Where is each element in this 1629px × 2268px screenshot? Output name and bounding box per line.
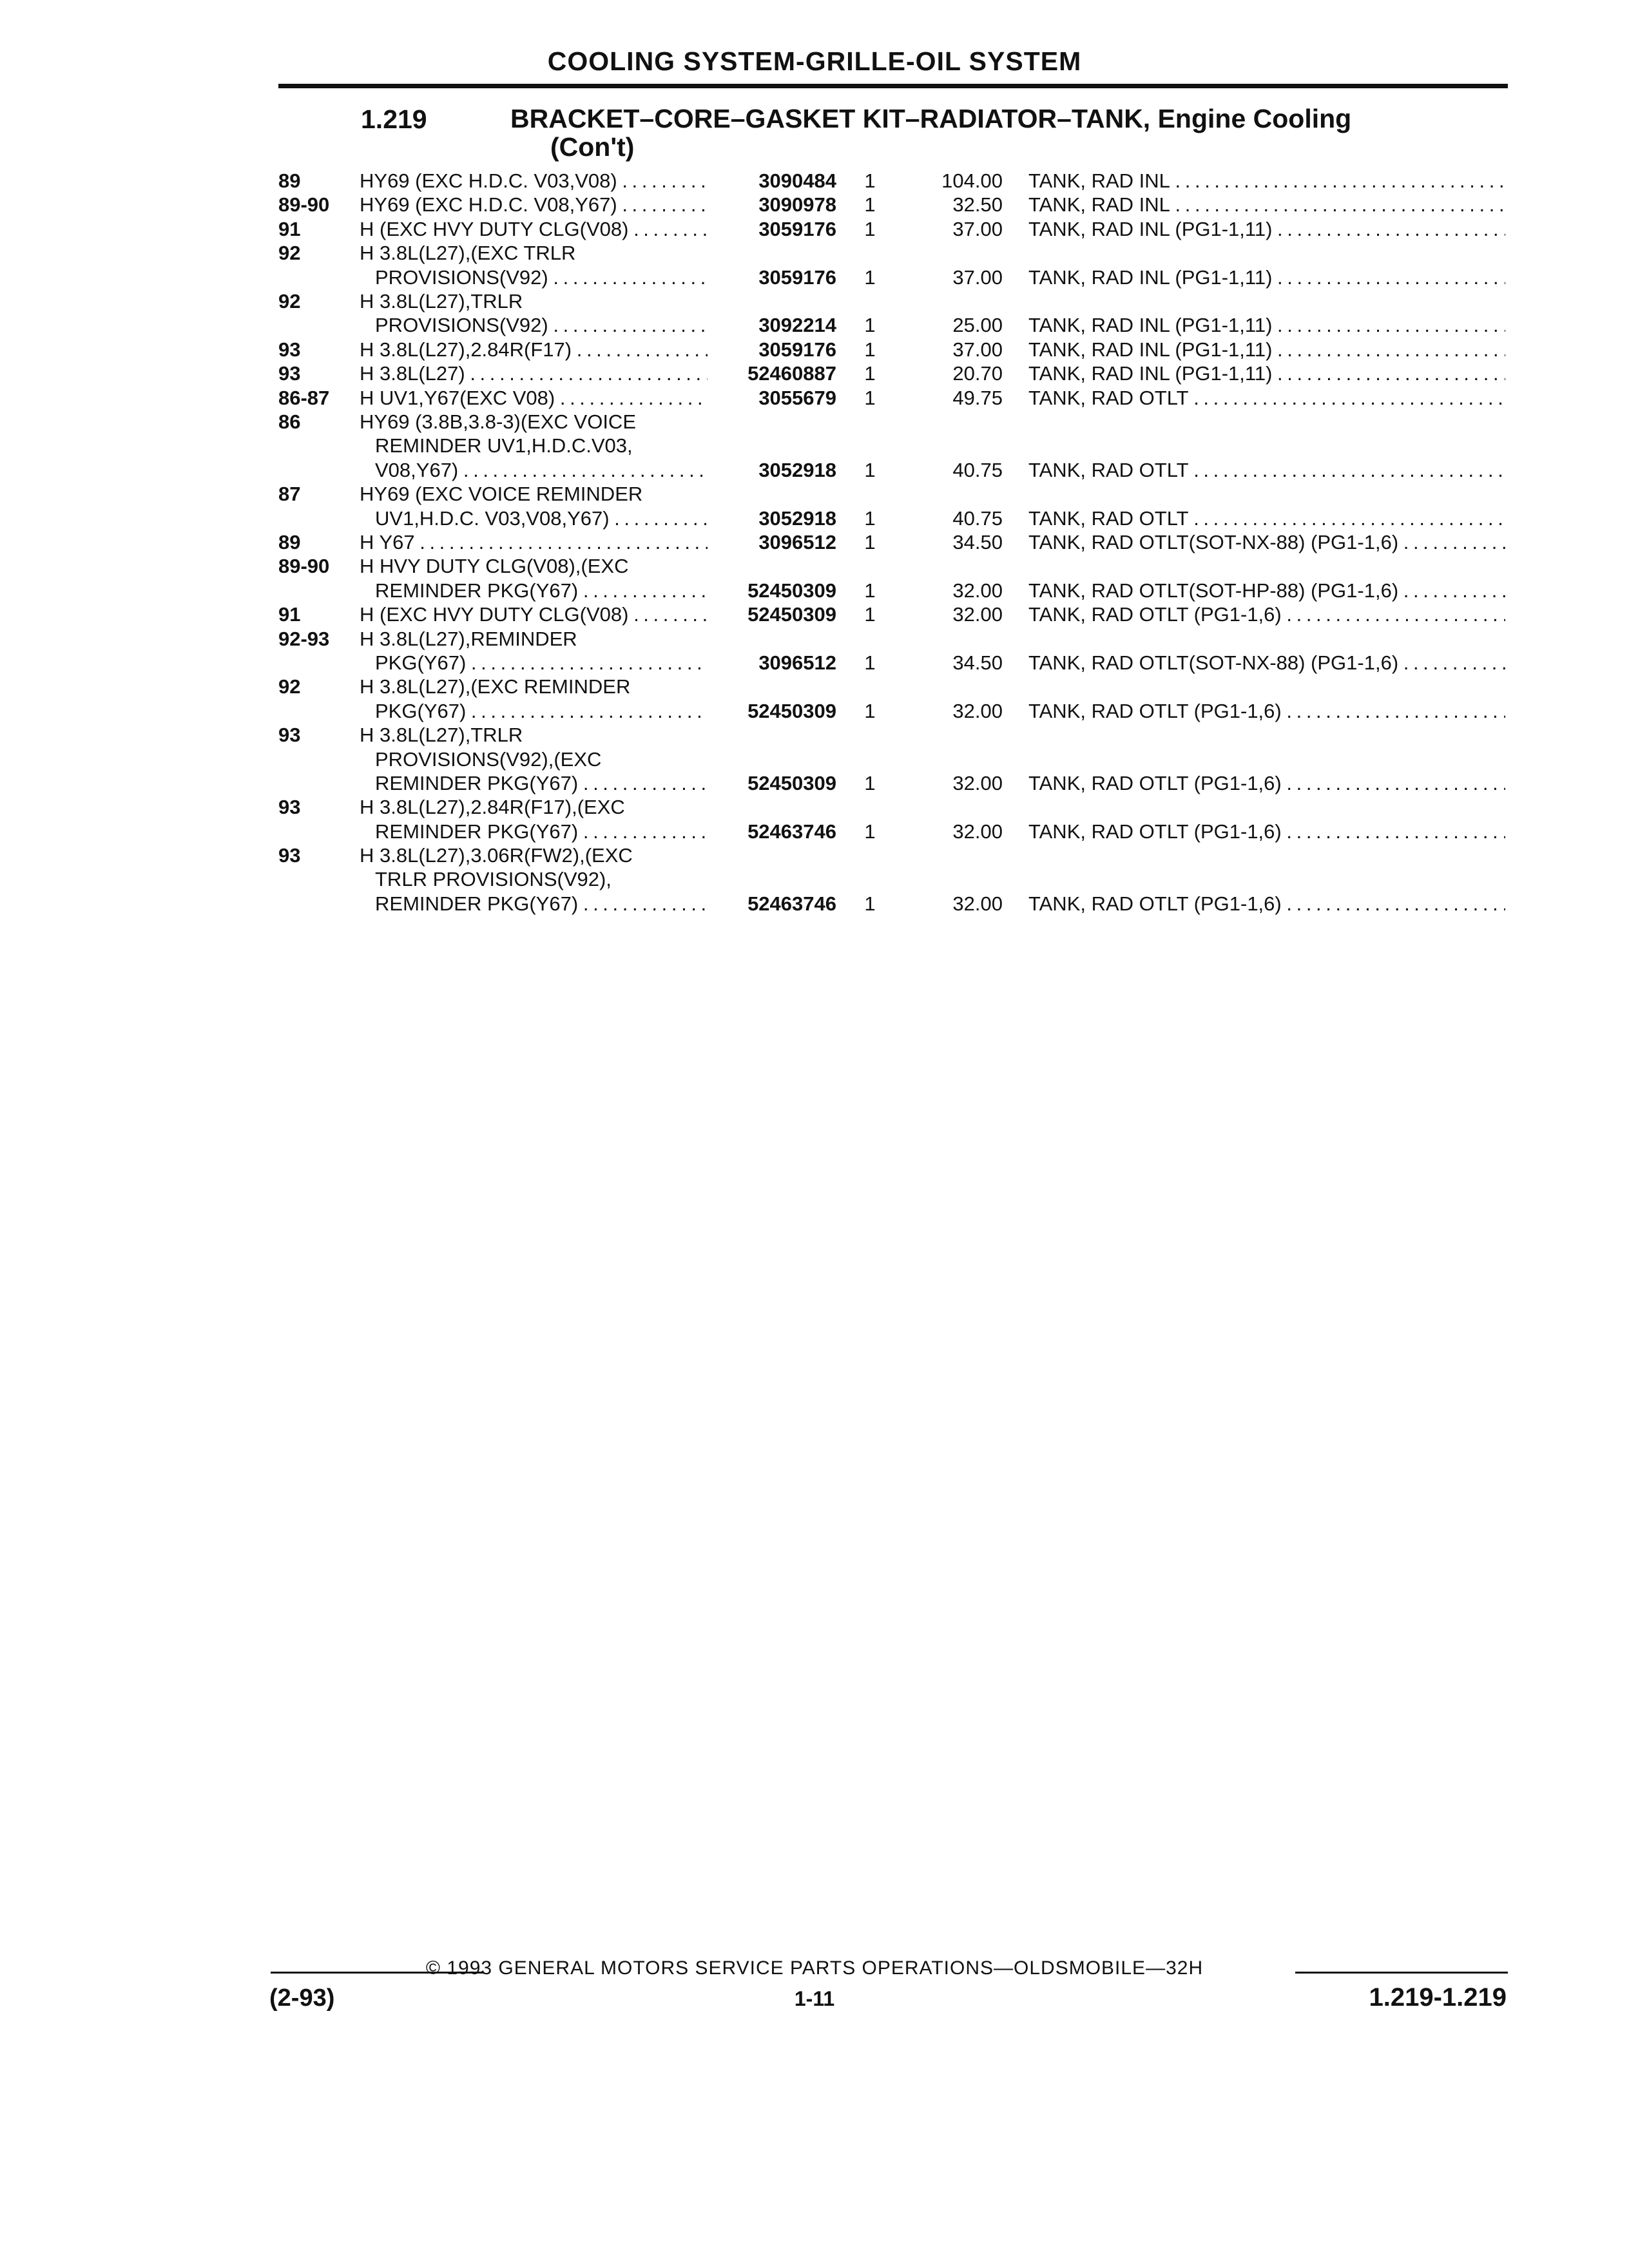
part-number: 3090484 xyxy=(758,169,836,192)
price: 104.00 xyxy=(941,169,1003,192)
footer-page-number: 1-11 xyxy=(794,1987,835,2010)
description-line: PKG(Y67) . . . xyxy=(360,651,708,675)
description-line: H (EXC HVY DUTY CLG(V08) . . . xyxy=(360,602,708,626)
ref-number: 89-90 xyxy=(278,193,330,216)
description xyxy=(360,338,708,361)
section-number: 1.219 xyxy=(361,104,427,134)
description-line: REMINDER PKG(Y67) . . . xyxy=(360,771,708,795)
part-name: TANK, RAD INL . . . xyxy=(1028,193,1505,216)
description xyxy=(360,843,708,916)
price: 32.00 xyxy=(952,699,1003,722)
part-name: TANK, RAD OTLT . . . xyxy=(1028,506,1505,530)
ref-number: 89 xyxy=(278,530,301,553)
quantity: 1 xyxy=(864,530,876,553)
description-line: TRLR PROVISIONS(V92), xyxy=(375,868,612,891)
quantity: 1 xyxy=(864,265,876,289)
description-line: PKG(Y67) . . . xyxy=(360,699,708,723)
part-number: 3092214 xyxy=(758,314,836,337)
parts-row xyxy=(0,289,1629,338)
part-number: 52463746 xyxy=(747,892,836,915)
description xyxy=(360,217,708,241)
description xyxy=(360,410,708,482)
price: 34.50 xyxy=(952,651,1003,674)
ref-number: 93 xyxy=(278,338,301,361)
description xyxy=(360,361,708,385)
description-line: H 3.8L(L27) . . . xyxy=(360,361,708,385)
parts-row xyxy=(0,410,1629,482)
ref-number: 93 xyxy=(278,724,301,747)
description xyxy=(360,795,708,843)
ref-number: 92-93 xyxy=(278,627,330,650)
part-name: TANK, RAD OTLT (PG1-1,6) . . . xyxy=(1028,892,1505,916)
quantity: 1 xyxy=(864,892,876,915)
description xyxy=(360,602,708,626)
parts-row xyxy=(0,675,1629,723)
description-line: HY69 (3.8B,3.8-3)(EXC VOICE xyxy=(360,410,636,433)
part-name: TANK, RAD INL (PG1-1,11) . . . xyxy=(1028,265,1505,289)
description-line: H 3.8L(L27),3.06R(FW2),(EXC xyxy=(360,844,633,867)
description-line: HY69 (EXC H.D.C. V03,V08) . . . xyxy=(360,169,708,193)
parts-row xyxy=(0,602,1629,626)
description-line: V08,Y67) . . . xyxy=(360,458,708,482)
ref-number: 93 xyxy=(278,362,301,385)
price: 32.50 xyxy=(952,193,1003,216)
part-number: 3059176 xyxy=(758,338,836,361)
section-continued: (Con't) xyxy=(550,132,635,162)
ref-number: 91 xyxy=(278,217,301,240)
price: 34.50 xyxy=(952,530,1003,553)
part-number: 3059176 xyxy=(758,265,836,289)
description-line: REMINDER PKG(Y67) . . . xyxy=(360,579,708,602)
part-name: TANK, RAD OTLT (PG1-1,6) . . . xyxy=(1028,820,1505,843)
description-line: REMINDER UV1,H.D.C.V03, xyxy=(375,434,633,457)
price: 37.00 xyxy=(952,338,1003,361)
description-line: H UV1,Y67(EXC V08) . . . xyxy=(360,386,708,410)
price: 40.75 xyxy=(952,458,1003,481)
ref-number: 89 xyxy=(278,169,301,192)
quantity: 1 xyxy=(864,217,876,240)
price: 20.70 xyxy=(952,362,1003,385)
quantity: 1 xyxy=(864,338,876,361)
quantity: 1 xyxy=(864,506,876,530)
description xyxy=(360,530,708,554)
description-line: H 3.8L(L27),(EXC TRLR xyxy=(360,242,576,265)
description-line: UV1,H.D.C. V03,V08,Y67) . . . xyxy=(360,506,708,530)
parts-list xyxy=(0,169,1629,916)
description xyxy=(360,482,708,530)
description-line: H (EXC HVY DUTY CLG(V08) . . . xyxy=(360,217,708,241)
description-line: HY69 (EXC H.D.C. V08,Y67) . . . xyxy=(360,193,708,216)
parts-row xyxy=(0,723,1629,795)
ref-number: 92 xyxy=(278,289,301,312)
part-number: 3055679 xyxy=(758,386,836,409)
description-line: PROVISIONS(V92) . . . xyxy=(360,313,708,337)
description xyxy=(360,241,708,289)
part-name: TANK, RAD OTLT . . . xyxy=(1028,458,1505,482)
page-header: COOLING SYSTEM-GRILLE-OIL SYSTEM xyxy=(547,46,1082,76)
description-line: H 3.8L(L27),2.84R(F17),(EXC xyxy=(360,796,625,819)
part-name: TANK, RAD OTLT(SOT-NX-88) (PG1-1,6) . . . xyxy=(1028,651,1505,675)
parts-row xyxy=(0,843,1629,916)
quantity: 1 xyxy=(864,169,876,192)
description-line: REMINDER PKG(Y67) . . . xyxy=(360,820,708,843)
part-number: 3096512 xyxy=(758,651,836,674)
part-number: 52460887 xyxy=(747,362,836,385)
price: 25.00 xyxy=(952,314,1003,337)
quantity: 1 xyxy=(864,314,876,337)
description xyxy=(360,554,708,602)
parts-row xyxy=(0,554,1629,602)
ref-number: 86 xyxy=(278,410,301,433)
price: 40.75 xyxy=(952,506,1003,530)
price: 32.00 xyxy=(952,771,1003,794)
quantity: 1 xyxy=(864,771,876,794)
part-name: TANK, RAD OTLT(SOT-HP-88) (PG1-1,6) . . . xyxy=(1028,579,1505,602)
parts-row xyxy=(0,795,1629,843)
description-line: H 3.8L(L27),2.84R(F17) . . . xyxy=(360,338,708,361)
description-line: PROVISIONS(V92),(EXC xyxy=(375,747,602,771)
ref-number: 93 xyxy=(278,796,301,819)
description xyxy=(360,289,708,338)
description xyxy=(360,675,708,723)
footer-rule-right xyxy=(1295,1972,1508,1974)
part-name: TANK, RAD INL . . . xyxy=(1028,169,1505,193)
description xyxy=(360,169,708,193)
ref-number: 89-90 xyxy=(278,555,330,578)
description-line: PROVISIONS(V92) . . . xyxy=(360,265,708,289)
quantity: 1 xyxy=(864,579,876,602)
ref-number: 92 xyxy=(278,242,301,265)
part-number: 52450309 xyxy=(747,603,836,626)
description-line: H 3.8L(L27),REMINDER xyxy=(360,627,577,650)
description xyxy=(360,723,708,795)
price: 37.00 xyxy=(952,217,1003,240)
price: 32.00 xyxy=(952,892,1003,915)
part-number: 3090978 xyxy=(758,193,836,216)
section-title-text: BRACKET–CORE–GASKET KIT–RADIATOR–TANK, Engine Cooling xyxy=(510,104,1352,133)
quantity: 1 xyxy=(864,603,876,626)
part-name: TANK, RAD OTLT . . . xyxy=(1028,386,1505,410)
description-line: HY69 (EXC VOICE REMINDER xyxy=(360,483,643,506)
parts-row xyxy=(0,386,1629,410)
part-name: TANK, RAD OTLT (PG1-1,6) . . . xyxy=(1028,602,1505,626)
ref-number: 86-87 xyxy=(278,386,330,409)
price: 32.00 xyxy=(952,820,1003,843)
parts-row xyxy=(0,482,1629,530)
quantity: 1 xyxy=(864,651,876,674)
parts-row xyxy=(0,530,1629,554)
footer-date: (2-93) xyxy=(269,1984,335,2012)
description-line: H 3.8L(L27),TRLR xyxy=(360,289,523,312)
footer-section-range: 1.219-1.219 xyxy=(1369,1983,1507,2012)
part-name: TANK, RAD INL (PG1-1,11) . . . xyxy=(1028,313,1505,337)
part-number: 3052918 xyxy=(758,506,836,530)
part-number: 52450309 xyxy=(747,771,836,794)
ref-number: 92 xyxy=(278,675,301,698)
price: 32.00 xyxy=(952,579,1003,602)
parts-row xyxy=(0,361,1629,385)
description xyxy=(360,627,708,675)
part-name: TANK, RAD INL (PG1-1,11) . . . xyxy=(1028,338,1505,361)
quantity: 1 xyxy=(864,362,876,385)
part-number: 52450309 xyxy=(747,579,836,602)
description-line: H HVY DUTY CLG(V08),(EXC xyxy=(360,555,629,578)
part-name: TANK, RAD OTLT (PG1-1,6) . . . xyxy=(1028,771,1505,795)
parts-row xyxy=(0,627,1629,675)
price: 49.75 xyxy=(952,386,1003,409)
ref-number: 93 xyxy=(278,844,301,867)
quantity: 1 xyxy=(864,699,876,722)
part-name: TANK, RAD INL (PG1-1,11) . . . xyxy=(1028,361,1505,385)
price: 32.00 xyxy=(952,603,1003,626)
part-name: TANK, RAD OTLT (PG1-1,6) . . . xyxy=(1028,699,1505,723)
ref-number: 91 xyxy=(278,603,301,626)
quantity: 1 xyxy=(864,458,876,481)
part-name: TANK, RAD OTLT(SOT-NX-88) (PG1-1,6) . . . xyxy=(1028,530,1505,554)
part-number: 3059176 xyxy=(758,217,836,240)
header-rule xyxy=(278,84,1508,88)
part-number: 3052918 xyxy=(758,458,836,481)
quantity: 1 xyxy=(864,386,876,409)
description-line: H Y67 . . . xyxy=(360,530,708,554)
part-number: 52450309 xyxy=(747,699,836,722)
price: 37.00 xyxy=(952,265,1003,289)
section-title xyxy=(510,104,1516,161)
parts-row xyxy=(0,193,1629,216)
part-number: 52463746 xyxy=(747,820,836,843)
parts-row xyxy=(0,241,1629,289)
description-line: H 3.8L(L27),TRLR xyxy=(360,724,523,747)
description-line: REMINDER PKG(Y67) . . . xyxy=(360,892,708,916)
ref-number: 87 xyxy=(278,483,301,506)
description xyxy=(360,386,708,410)
footer-copyright: © 1993 GENERAL MOTORS SERVICE PARTS OPERATIONS—OLDSMOBILE—32H xyxy=(425,1957,1204,1979)
parts-row xyxy=(0,217,1629,241)
part-name: TANK, RAD INL (PG1-1,11) . . . xyxy=(1028,217,1505,241)
description xyxy=(360,193,708,216)
part-number: 3096512 xyxy=(758,530,836,553)
quantity: 1 xyxy=(864,820,876,843)
description-line: H 3.8L(L27),(EXC REMINDER xyxy=(360,675,631,698)
parts-row xyxy=(0,338,1629,361)
parts-row xyxy=(0,169,1629,193)
quantity: 1 xyxy=(864,193,876,216)
